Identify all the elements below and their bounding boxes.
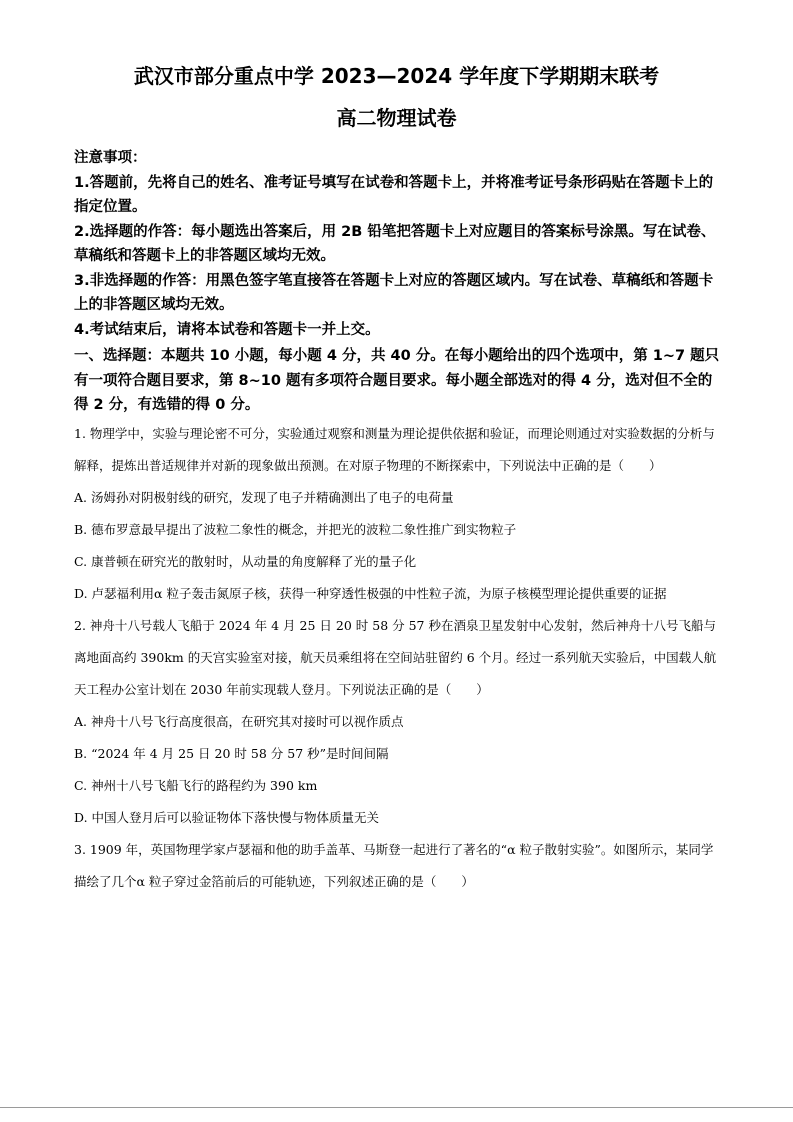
question-stem: 1. 物理学中，实验与理论密不可分，实验通过观察和测量为理论提供依据和验证，而理论则通过对实验数据的分析与解释，提炼出普适规律并对新的现象做出预测。在对原子物理的不断探索中，下列说法中正确的是（ ） — [74, 426, 715, 473]
notice-item: 2.选择题的作答：每小题选出答案后，用 2B 铅笔把答题卡上对应题目的答案标号涂黑。写在试卷、草稿纸和答题卡上的非答题区域均无效。 — [74, 223, 716, 264]
question-stem: 3. 1909 年，英国物理学家卢瑟福和他的助手盖革、马斯登一起进行了著名的“α 粒子散射实验”。如图所示，某同学描绘了几个α 粒子穿过金箔前后的可能轨迹，下列叙述正确的是（ ） — [74, 842, 714, 889]
question-option: C. 康普顿在研究光的散射时，从动量的角度解释了光的量子化 — [74, 554, 417, 569]
notice-heading: 注意事项： — [74, 150, 147, 166]
exam-title: 武汉市部分重点中学 2023—2024 学年度下学期期末联考 — [133, 64, 660, 88]
question-option: B. 德布罗意最早提出了波粒二象性的概念，并把光的波粒二象性推广到实物粒子 — [74, 522, 517, 537]
notice-block — [74, 146, 726, 342]
exam-subtitle: 高二物理试卷 — [336, 106, 457, 130]
question-option: C. 神州十八号飞船飞行的路程约为 390 km — [74, 778, 318, 793]
question-list — [74, 418, 724, 898]
question-3 — [74, 834, 724, 898]
question-stem: 2. 神舟十八号载人飞船于 2024 年 4 月 25 日 20 时 58 分 57 秒在酒泉卫星发射中心发射，然后神舟十八号飞船与离地面高约 390km 的天宫实验室对接，航天员乘组将在空间站驻留约 6 个月。经过一系列航天实验后，中国载人航天工程办公室计划在 2030 年前实现载人登月。下列说法正确的是（ ） — [74, 618, 717, 697]
question-option: D. 卢瑟福利用α 粒子轰击氮原子核，获得一种穿透性极强的中性粒子流，为原子核模型理论提供重要的证据 — [74, 586, 667, 601]
question-option: B. “2024 年 4 月 25 日 20 时 58 分 57 秒”是时间间隔 — [74, 746, 389, 761]
question-option: A. 神舟十八号飞行高度很高，在研究其对接时可以视作质点 — [74, 714, 404, 729]
section-heading: 一、选择题：本题共 10 小题，每小题 4 分，共 40 分。在每小题给出的四个选项中，第 1~7 题只有一项符合题目要求，第 8~10 题有多项符合题目要求。每小题全部选对的得 4 分，选对但不全的得 2 分，有选错的得 0 分。 — [74, 348, 720, 413]
notice-item: 4.考试结束后，请将本试卷和答题卡一并上交。 — [74, 321, 380, 338]
question-1 — [74, 418, 724, 610]
question-option: D. 中国人登月后可以验证物体下落快慢与物体质量无关 — [74, 810, 380, 825]
question-2 — [74, 610, 724, 834]
question-option: A. 汤姆孙对阴极射线的研究，发现了电子并精确测出了电子的电荷量 — [74, 490, 454, 505]
page-divider — [0, 1107, 793, 1108]
notice-item: 3.非选择题的作答：用黑色签字笔直接答在答题卡上对应的答题区域内。写在试卷、草稿纸和答题卡上的非答题区域均无效。 — [74, 272, 714, 313]
notice-item: 1.答题前，先将自己的姓名、准考证号填写在试卷和答题卡上，并将准考证号条形码贴在答题卡上的指定位置。 — [74, 174, 714, 215]
